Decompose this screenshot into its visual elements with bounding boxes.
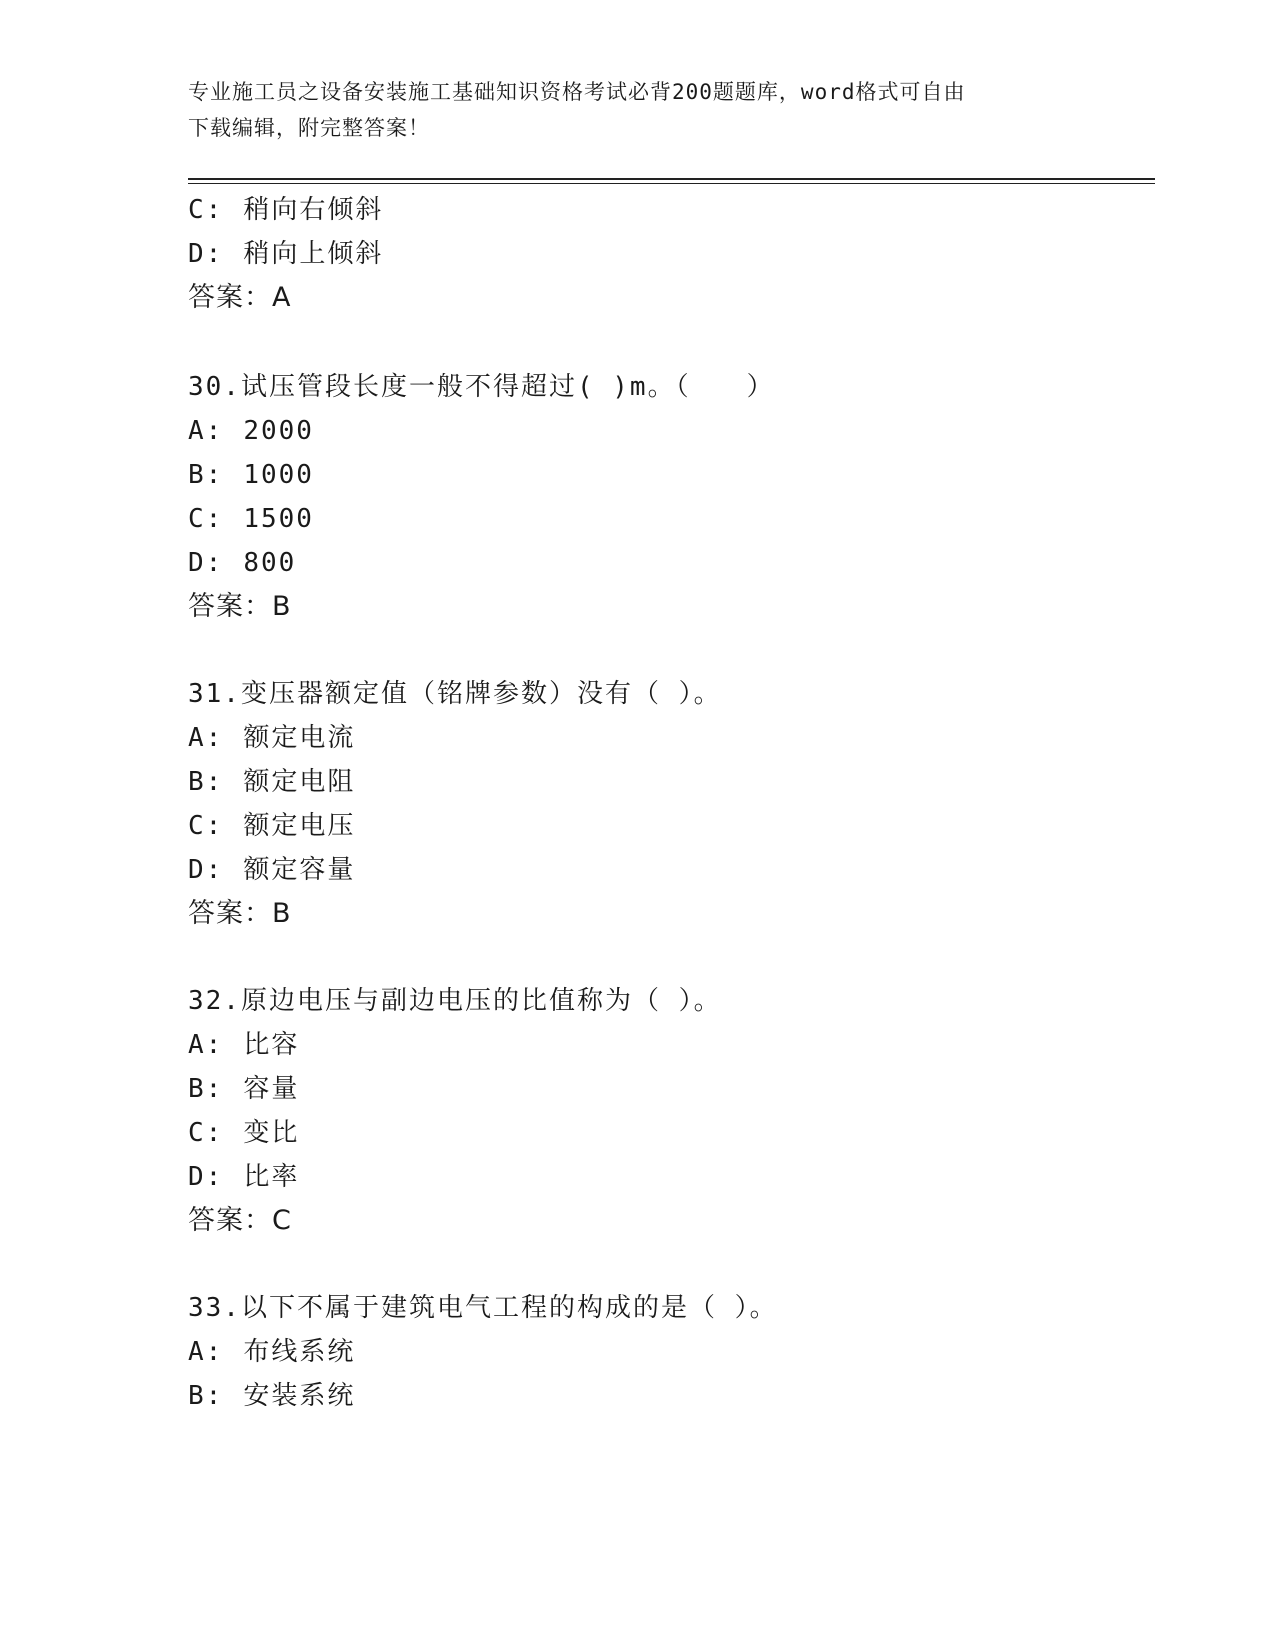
question-32-stem: 32.原边电压与副边电压的比值称为（ ）。 (188, 986, 722, 1016)
option-d: D: 800 (188, 548, 297, 578)
question-30-stem: 30.试压管段长度一般不得超过( )m。（ ） (188, 372, 775, 402)
header-line-2: 下载编辑，附完整答案！ (188, 116, 430, 140)
option-b: B: 容量 (188, 1074, 300, 1104)
option-d: D: 比率 (188, 1162, 300, 1192)
option-b: B: 1000 (188, 460, 314, 490)
option-c: C: 额定电压 (188, 811, 356, 841)
header-divider-thin (188, 183, 1155, 184)
answer-line: 答案：B (188, 591, 292, 622)
header-divider-thick (188, 178, 1155, 180)
header-line-1: 专业施工员之设备安装施工基础知识资格考试必背200题题库，word格式可自由 (188, 80, 966, 104)
option-c: C: 1500 (188, 504, 314, 534)
answer-line: 答案：A (188, 282, 292, 313)
option-d: D: 稍向上倾斜 (188, 239, 384, 269)
option-b: B: 额定电阻 (188, 767, 356, 797)
option-a: A: 布线系统 (188, 1337, 356, 1367)
option-a: A: 比容 (188, 1030, 300, 1060)
answer-line: 答案：B (188, 898, 292, 929)
option-d: D: 额定容量 (188, 855, 356, 885)
option-a: A: 2000 (188, 416, 314, 446)
option-a: A: 额定电流 (188, 723, 356, 753)
question-33-stem: 33.以下不属于建筑电气工程的构成的是（ ）。 (188, 1293, 778, 1323)
option-b: B: 安装系统 (188, 1381, 356, 1411)
document-header (188, 74, 1068, 146)
option-c: C: 稍向右倾斜 (188, 195, 384, 225)
answer-line: 答案：C (188, 1205, 292, 1236)
question-31-stem: 31.变压器额定值（铭牌参数）没有（ ）。 (188, 679, 722, 709)
option-c: C: 变比 (188, 1118, 300, 1148)
